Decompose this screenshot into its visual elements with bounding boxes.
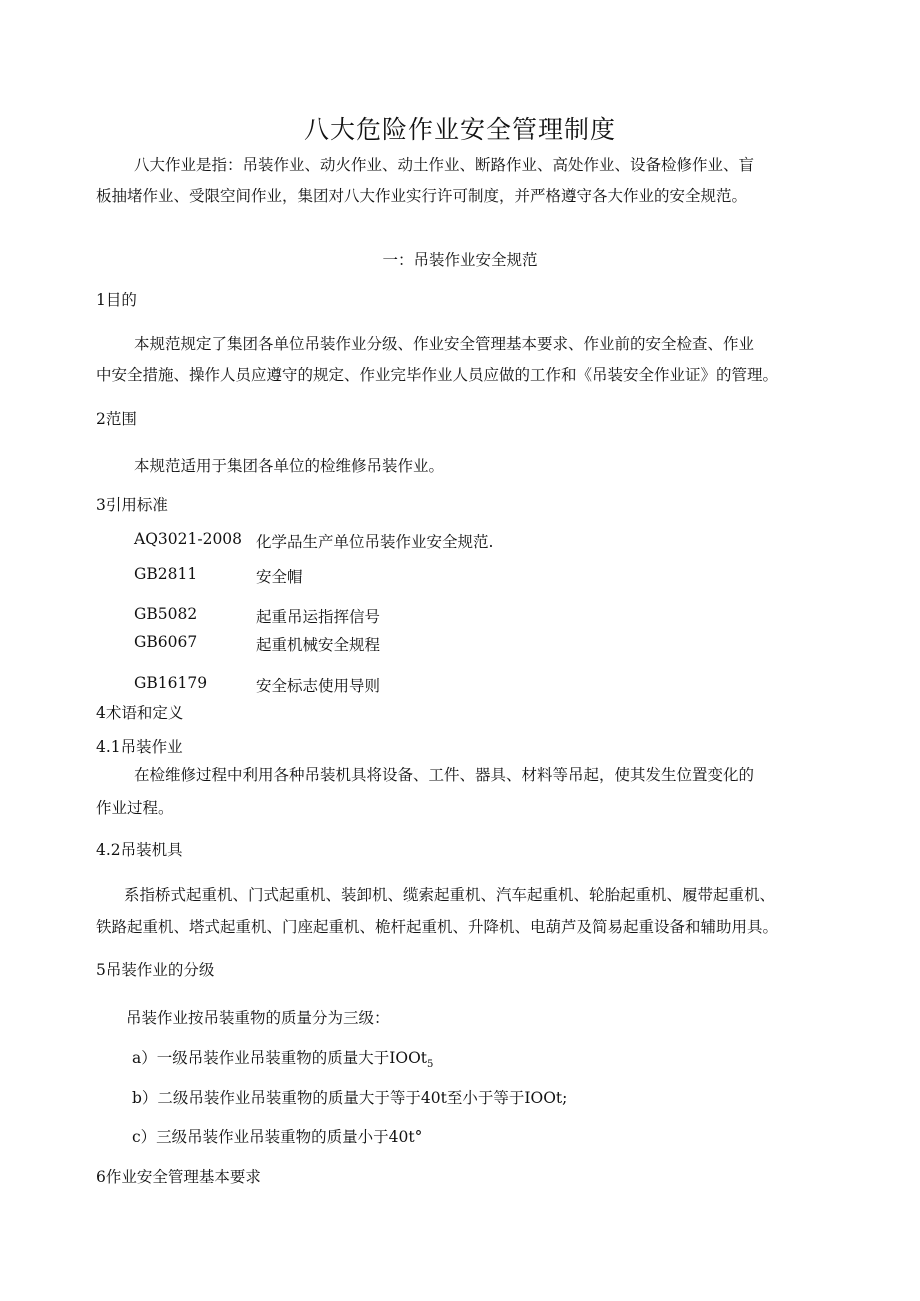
heading-basic-requirements: 6作业安全管理基本要求 bbox=[96, 1168, 261, 1186]
standard-name: 起重机械安全规程 bbox=[256, 636, 381, 654]
heading-standards: 3引用标准 bbox=[96, 496, 168, 514]
standard-code: AQ3021-2008 bbox=[134, 530, 243, 548]
heading-classification: 5吊装作业的分级 bbox=[96, 961, 215, 979]
standard-code: GB2811 bbox=[134, 565, 198, 583]
standard-name: 安全帽 bbox=[256, 568, 303, 586]
class-item-a-suffix: 5 bbox=[427, 1059, 434, 1071]
heading-purpose: 1目的 bbox=[96, 291, 137, 309]
scope-text: 本规范适用于集团各单位的检维修吊装作业。 bbox=[134, 457, 445, 475]
heading-lifting-machinery: 4.2吊装机具 bbox=[96, 841, 183, 859]
class-item-a bbox=[132, 1046, 433, 1070]
purpose-line-2: 中安全措施、操作人员应遵守的规定、作业完毕作业人员应做的工作和《吊装安全作业证》的管理。 bbox=[96, 366, 779, 384]
lifting-operation-line-2: 作业过程。 bbox=[96, 799, 174, 817]
standard-name: 安全标志使用导则 bbox=[256, 677, 381, 695]
class-item-c: c）三级吊装作业吊装重物的质量小于40t° bbox=[132, 1128, 423, 1146]
intro-line-2: 板抽堵作业、受限空间作业，集团对八大作业实行许可制度，并严格遵守各大作业的安全规范。 bbox=[96, 187, 748, 205]
document-title: 八大危险作业安全管理制度 bbox=[303, 115, 616, 144]
standard-name: 起重吊运指挥信号 bbox=[256, 608, 381, 626]
lifting-machinery-line-2: 铁路起重机、塔式起重机、门座起重机、桅杆起重机、升降机、电葫芦及简易起重设备和辅助用具。 bbox=[96, 918, 779, 936]
section-one-title: 一：吊装作业安全规范 bbox=[382, 251, 538, 269]
heading-lifting-operation: 4.1吊装作业 bbox=[96, 738, 183, 756]
purpose-line-1: 本规范规定了集团各单位吊装作业分级、作业安全管理基本要求、作业前的安全检查、作业 bbox=[134, 335, 755, 353]
heading-terms: 4术语和定义 bbox=[96, 704, 184, 722]
class-item-b: b）二级吊装作业吊装重物的质量大于等于40t至小于等于IOOt; bbox=[132, 1089, 568, 1107]
standard-name: 化学品生产单位吊装作业安全规范. bbox=[256, 533, 494, 551]
lifting-machinery-line-1: 系指桥式起重机、门式起重机、装卸机、缆索起重机、汽车起重机、轮胎起重机、履带起重机、 bbox=[124, 886, 776, 904]
intro-line-1: 八大作业是指：吊装作业、动火作业、动土作业、断路作业、高处作业、设备检修作业、盲 bbox=[134, 156, 755, 174]
heading-scope: 2范围 bbox=[96, 410, 137, 428]
standard-code: GB6067 bbox=[134, 633, 198, 651]
class-item-a-text: a）一级吊装作业吊装重物的质量大于IOOt bbox=[132, 1049, 428, 1067]
lifting-operation-line-1: 在检维修过程中利用各种吊装机具将设备、工件、器具、材料等吊起，使其发生位置变化的 bbox=[134, 766, 755, 784]
standard-code: GB5082 bbox=[134, 605, 198, 623]
classification-intro: 吊装作业按吊装重物的质量分为三级： bbox=[126, 1009, 390, 1027]
standard-code: GB16179 bbox=[134, 674, 208, 692]
